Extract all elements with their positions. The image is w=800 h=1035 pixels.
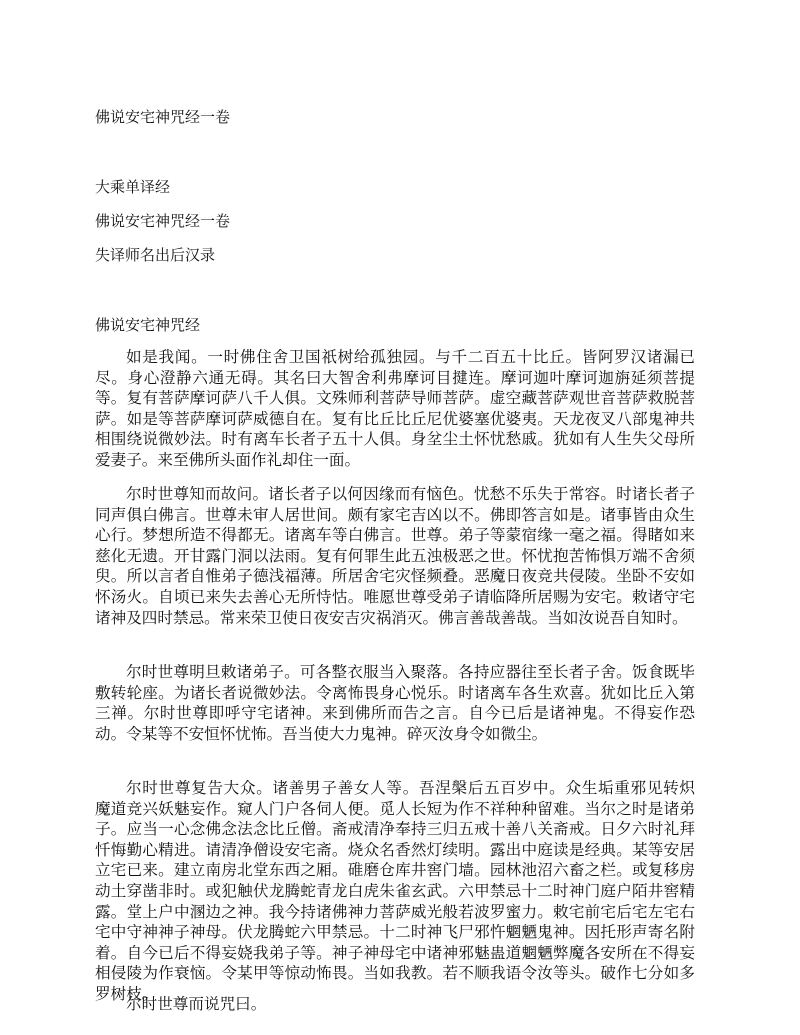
paragraph-text: 如是我闻。一时佛住舍卫国祇树给孤独园。与千二百五十比丘。皆阿罗汉诸漏已尽。身心澄静六通无碍。其名曰大智舍利弗摩诃目揵连。摩诃迦叶摩诃迦旃延须菩提等。复有菩萨摩诃萨八千人俱。文殊师利菩萨导师菩萨。虚空藏菩萨观世音菩萨救脱菩萨。如是等菩萨摩诃萨威德自在。复有比丘比丘尼优婆塞优婆夷。天龙夜叉八部鬼神共相围绕说微妙法。时有离车长者子五十人俱。身坌尘土怀忧愁戚。犹如有人生失父母所爱妻子。来至佛所头面作礼却住一面。 — [95, 348, 695, 469]
paragraph — [95, 662, 695, 744]
section-title: 佛说安宅神咒经 — [95, 316, 201, 334]
document-title: 佛说安宅神咒经一卷 — [95, 108, 231, 126]
paragraph — [95, 347, 695, 471]
paragraph-text: 尔时世尊明旦敕诸弟子。可各整衣服当入聚落。各持应器往至长者子舍。饭食既毕敷转轮座。为诸长者说微妙法。令离怖畏身心悦乐。时诸离车各生欢喜。犹如比丘入第三禅。尔时世尊即呼守宅诸神。来到佛所而告之言。自今已后是诸神鬼。不得妄作恐动。令某等不安恒怀忧怖。吾当使大力鬼神。碎灭汝身令如微尘。 — [95, 663, 695, 743]
paragraph-text: 尔时世尊知而故问。诸长者子以何因缘而有恼色。忧愁不乐失于常容。时诸长者子同声俱白佛言。世尊未审人居世间。颇有家宅吉凶以不。佛即答言如是。诸事皆由众生心行。梦想所造不得都无。诸离车等白佛言。世尊。弟子等蒙宿缘一毫之福。得睹如来慈化无遗。开甘露门洞以法雨。复有何罪生此五浊极恶之世。怀忧抱苦怖惧万端不舍须臾。所以言者自惟弟子德浅福薄。所居舍宅灾怪频叠。恶魔日夜竞共侵陵。坐卧不安如怀汤火。自顷已来失去善心无所恃怙。唯愿世尊受弟子请临降所居赐为安宅。敕诸守宅诸神及四时禁忌。常来荣卫使日夜安吉灾祸消灭。佛言善哉善哉。当如汝说吾自知时。 — [95, 485, 695, 627]
collection-label: 大乘单译经 — [95, 178, 171, 196]
volume-label: 佛说安宅神咒经一卷 — [95, 212, 231, 230]
paragraph — [95, 484, 695, 628]
paragraph — [95, 994, 695, 1015]
paragraph-text: 尔时世尊而说咒曰。 — [126, 995, 267, 1013]
paragraph-text: 尔时世尊复告大众。诸善男子善女人等。吾涅槃后五百岁中。众生垢重邪见转炽 魔道竞兴妖魅妄作。窥人门户各伺人便。觅人长短为作不祥种种留难。当尔之时是诸弟子。应当一心念佛念法念比丘僧。斋戒清净奉持三归五戒十善八关斋戒。日夕六时礼拜忏悔勤心精进。请清净僧设安宅斋。烧众名香然灯续明。露出中庭读是经典。某等安居立宅已来。建立南房北堂东西之厢。碓磨仓库井窖门墙。园林池沼六畜之栏。或复移房动土穿凿非时。或犯触伏龙腾蛇青龙白虎朱雀玄武。六甲禁忌十二时神门庭户陌井窖精露。堂上户中溷边之神。我今持诸佛神力菩萨威光般若波罗蜜力。敕宅前宅后宅左宅右宅中守神神子神母。伏龙腾蛇六甲禁忌。十二时神飞尸邪忤魍魉鬼神。因托形声寄名附着。自今已后不得妄娆我弟子等。神子神母宅中诸神邪魅蛊道魍魉弊魔各安所在不得妄相侵陵为作衰恼。令某甲等惊动怖畏。当如我教。若不顺我语令汝等头。破作七分如多罗树枝。 — [95, 779, 711, 1003]
paragraph — [95, 778, 711, 1005]
translator-label: 失译师名出后汉录 — [95, 246, 216, 264]
